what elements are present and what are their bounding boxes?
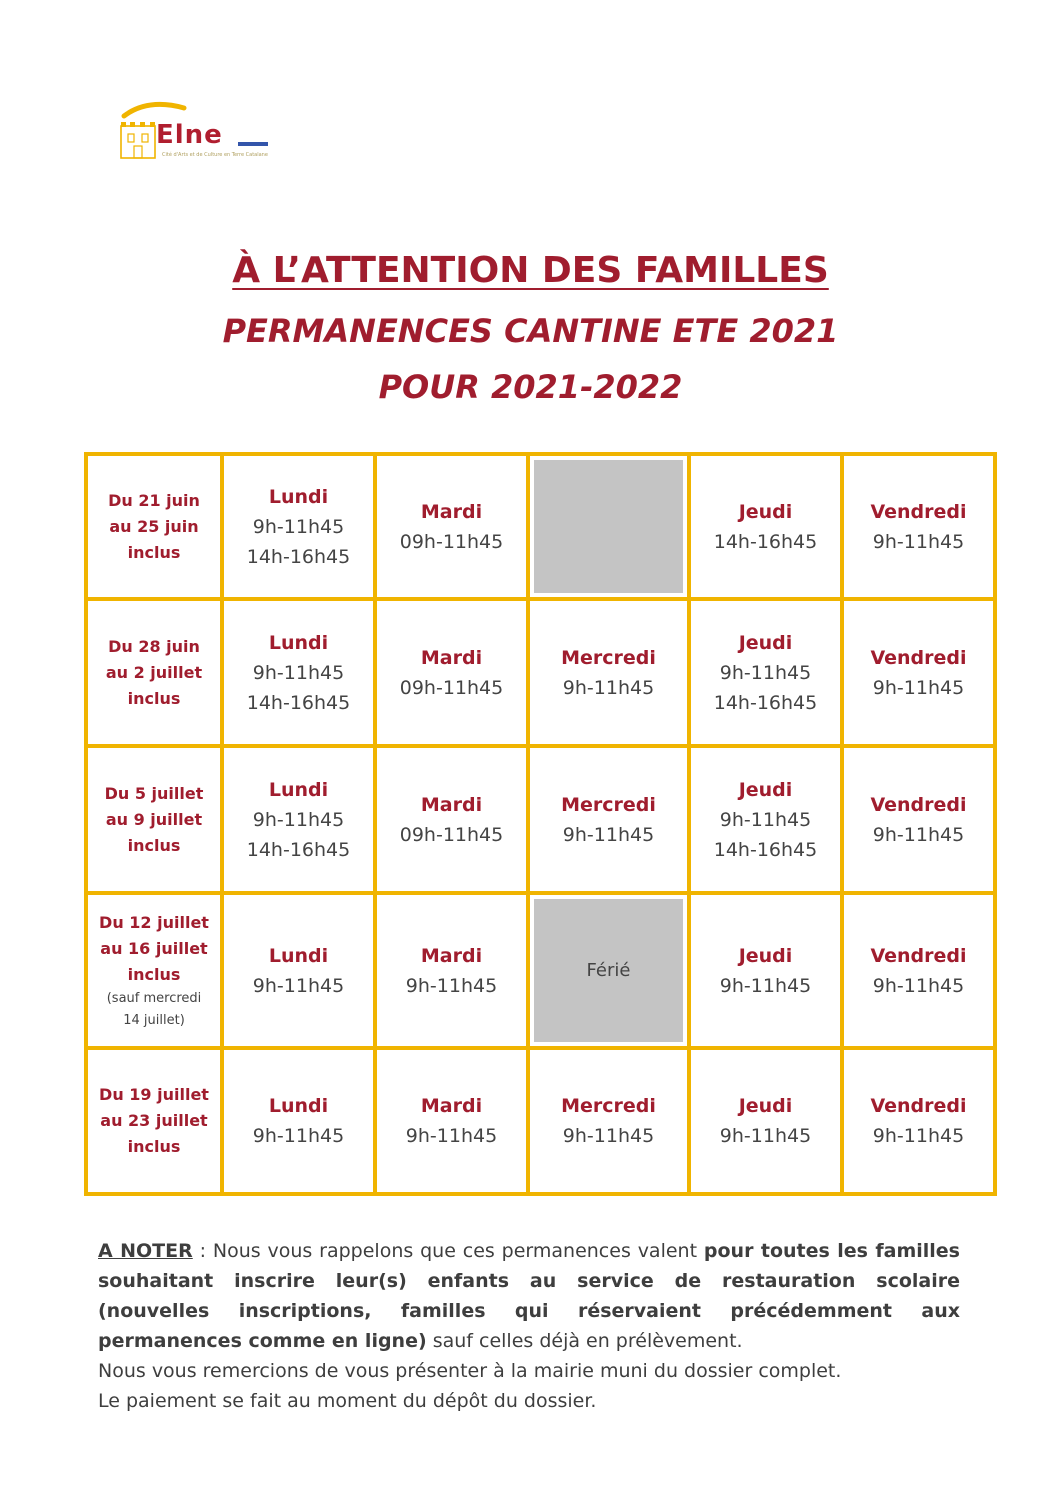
day-hours: 9h-11h45 [719,1125,812,1147]
day-cell [377,456,526,597]
day-name: Mardi [420,1095,483,1117]
day-cell [224,1050,373,1192]
week-label-cell [88,456,220,597]
elne-logo [118,100,278,170]
day-hours: 09h-11h45 [399,823,504,846]
week-row [88,895,993,1046]
day-hours: 9h-11h45 [872,1125,965,1147]
day-cell [844,748,993,891]
day-hours: 9h-11h45 [252,974,345,997]
day-cell [224,895,373,1046]
day-hours: 9h-11h45 [872,974,965,997]
note-line-2: Nous vous remercions de vous présenter à la mairie muni du dossier complet. [98,1360,842,1382]
page-subtitle-year: POUR 2021-2022 [378,368,683,406]
note-paragraph: A NOTER : Nous vous rappelons que ces permanences valent pour toutes les familles souhaitant inscrire leur(s) enfants au service de restauration scolaire (nouvelles inscriptions, familles qui réservaient précédemment aux permanences comme en ligne) sauf celles déjà en prélèvement. [98,1240,960,1352]
day-hours: 9h-11h45 [405,974,498,997]
day-cell [844,1050,993,1192]
day-name: Jeudi [738,778,793,801]
week-row [88,748,993,891]
day-cell [377,601,526,744]
week-label: Du 5 juillet au 9 juillet inclus [104,783,204,855]
week-label-cell [88,601,220,744]
page-title: À L’ATTENTION DES FAMILLES [232,250,829,291]
day-cell [844,456,993,597]
day-hours: 09h-11h45 [399,530,504,553]
week-label-cell [88,895,220,1046]
day-cell [224,601,373,744]
day-cell [530,601,687,744]
day-name: Jeudi [738,631,793,654]
day-hours: 9h-11h45 [719,974,812,997]
day-cell [691,748,840,891]
week-label-cell [88,748,220,891]
day-hours: 9h-11h45 [562,823,655,846]
day-cell [844,601,993,744]
closed-day-cell [530,456,687,597]
day-cell [377,895,526,1046]
day-cell [844,895,993,1046]
day-name: Lundi [268,485,329,508]
day-name: Lundi [268,1095,329,1117]
week-row [88,456,993,597]
day-name: Lundi [268,944,329,967]
day-name: Mardi [420,944,483,967]
week-row [88,1050,993,1192]
week-label: Du 12 juillet au 16 juillet inclus [99,912,209,984]
day-cell [691,1050,840,1192]
day-name: Vendredi [870,1095,967,1117]
logo-tagline: Cité d'Arts et de Culture en Terre Catalane [162,152,268,158]
week-row [88,601,993,744]
day-name: Jeudi [738,500,793,523]
schedule-table [84,452,997,1196]
note-block [98,1236,960,1416]
day-name: Lundi [268,778,329,801]
day-hours: 9h-11h45 14h-16h45 [246,808,351,861]
day-hours: 9h-11h45 [562,676,655,699]
week-note: (sauf mercredi 14 juillet) [106,990,202,1028]
note-heading: A NOTER [98,1240,193,1262]
day-cell [530,748,687,891]
day-name: Lundi [268,631,329,654]
day-hours: 9h-11h45 [872,530,965,553]
day-cell [530,1050,687,1192]
day-cell [224,748,373,891]
day-hours: 9h-11h45 [872,676,965,699]
day-hours: 9h-11h45 14h-16h45 [246,515,351,568]
day-hours: 9h-11h45 [252,1125,345,1147]
day-name: Mercredi [561,1095,656,1117]
day-name: Jeudi [738,1095,793,1117]
day-name: Vendredi [870,944,967,967]
week-label-cell [88,1050,220,1192]
day-name: Mardi [420,646,483,669]
day-cell [691,456,840,597]
day-name: Vendredi [870,793,967,816]
week-label: Du 28 juin au 2 juillet inclus [105,636,203,708]
day-name: Mercredi [561,646,656,669]
day-hours: 9h-11h45 14h-16h45 [713,808,818,861]
day-hours: 9h-11h45 [562,1125,655,1147]
week-label: Du 19 juillet au 23 juillet inclus [99,1085,209,1156]
page-subtitle: PERMANENCES CANTINE ETE 2021 [222,312,839,350]
logo-wordmark: Elne [156,120,223,150]
day-cell [691,601,840,744]
day-hours: 9h-11h45 14h-16h45 [713,661,818,714]
week-label: Du 21 juin au 25 juin inclus [108,490,200,562]
day-cell [377,748,526,891]
day-hours: 9h-11h45 [405,1125,498,1147]
day-name: Mardi [420,500,483,523]
closed-day-cell [530,895,687,1046]
holiday-label: Férié [586,960,631,981]
day-name: Mercredi [561,793,656,816]
note-line-3: Le paiement se fait au moment du dépôt du dossier. [98,1390,597,1412]
day-name: Jeudi [738,944,793,967]
note-bold-text: pour toutes les familles souhaitant inscrire leur(s) enfants au service de restauration scolaire (nouvelles inscriptions, familles qui réservaient précédemment aux permanences comme en ligne) [98,1240,960,1352]
day-hours: 9h-11h45 [872,823,965,846]
day-hours: 14h-16h45 [713,530,818,553]
day-cell [224,456,373,597]
day-name: Vendredi [870,646,967,669]
day-name: Vendredi [870,500,967,523]
day-cell [377,1050,526,1192]
day-hours: 9h-11h45 14h-16h45 [246,661,351,714]
day-hours: 09h-11h45 [399,676,504,699]
day-name: Mardi [420,793,483,816]
day-cell [691,895,840,1046]
